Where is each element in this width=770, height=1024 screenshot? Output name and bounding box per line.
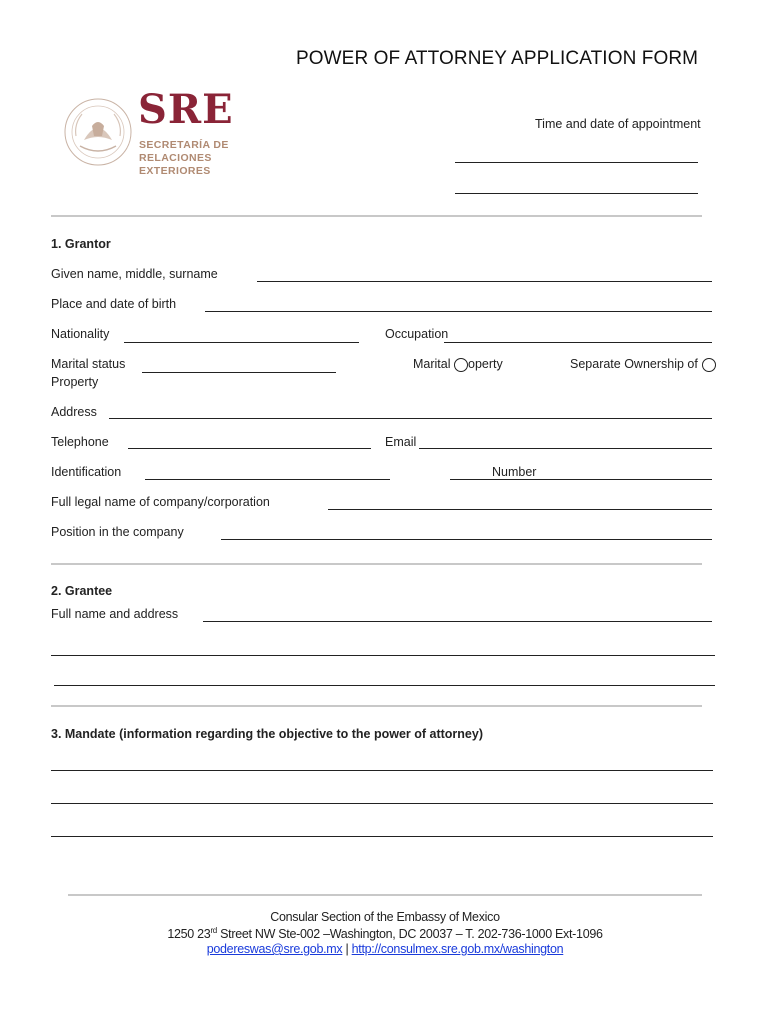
position-field[interactable] xyxy=(221,539,712,540)
appointment-label: Time and date of appointment xyxy=(535,117,701,131)
occupation-label: Occupation xyxy=(385,327,449,341)
footer-links xyxy=(0,942,770,956)
separate-ownership-radio[interactable] xyxy=(702,358,716,372)
logo-line-1: SECRETARÍA DE xyxy=(139,139,229,151)
section-divider xyxy=(51,563,702,565)
grantee-field-1[interactable] xyxy=(203,621,712,622)
position-label: Position in the company xyxy=(51,525,184,539)
footer-address-sup: rd xyxy=(210,926,217,935)
address-field[interactable] xyxy=(109,418,712,419)
footer-divider xyxy=(68,894,702,896)
grantor-heading: 1. Grantor xyxy=(51,237,111,251)
address-label: Address xyxy=(51,405,97,419)
footer-address-post: Street NW Ste-002 –Washington, DC 20037 – T. 202-736-1000 Ext-1096 xyxy=(216,927,603,942)
appointment-date-field[interactable] xyxy=(455,162,698,163)
nationality-field[interactable] xyxy=(124,342,359,343)
appointment-time-field[interactable] xyxy=(455,193,698,194)
marital-property-label: Marital xyxy=(413,357,451,371)
occupation-field[interactable] xyxy=(444,342,712,343)
given-name-field[interactable] xyxy=(257,281,712,282)
logo-line-2: RELACIONES xyxy=(139,152,212,164)
number-label: Number xyxy=(492,465,537,479)
footer-address-pre: 1250 23 xyxy=(167,927,211,942)
footer-url-link[interactable]: http://consulmex.sre.gob.mx/washington xyxy=(351,942,564,956)
mandate-field-2[interactable] xyxy=(51,803,713,804)
email-field[interactable] xyxy=(419,448,712,449)
grantee-field-3[interactable] xyxy=(54,685,715,686)
separate-ownership-label: Separate Ownership of xyxy=(570,357,698,371)
footer-address xyxy=(0,926,770,941)
nationality-label: Nationality xyxy=(51,327,110,341)
marital-status-label: Marital status xyxy=(51,357,126,371)
logo-acronym: SRE xyxy=(138,86,234,133)
section-divider xyxy=(51,705,702,707)
mandate-field-3[interactable] xyxy=(51,836,713,837)
form-title: POWER OF ATTORNEY APPLICATION FORM xyxy=(296,48,699,69)
identification-field[interactable] xyxy=(145,479,390,480)
mandate-field-1[interactable] xyxy=(51,770,713,771)
grantee-heading: 2. Grantee xyxy=(51,584,113,598)
footer-link-divider: | xyxy=(342,942,352,956)
birth-field[interactable] xyxy=(205,311,712,312)
email-label: Email xyxy=(385,435,417,449)
telephone-field[interactable] xyxy=(128,448,371,449)
marital-status-field[interactable] xyxy=(142,372,336,373)
identification-label: Identification xyxy=(51,465,122,479)
mandate-heading: 3. Mandate (information regarding the objective to the power of attorney) xyxy=(51,727,483,741)
number-field[interactable] xyxy=(450,479,712,480)
sre-logo xyxy=(62,86,234,184)
marital-property-label-suffix: operty xyxy=(468,357,503,371)
company-field[interactable] xyxy=(328,509,712,510)
footer-email-link[interactable]: podereswas@sre.gob.mx xyxy=(206,942,343,956)
mexican-seal-icon xyxy=(62,96,134,168)
company-label: Full legal name of company/corporation xyxy=(51,495,270,509)
marital-property-radio[interactable] xyxy=(454,358,468,372)
section-divider xyxy=(51,215,702,217)
grantee-field-2[interactable] xyxy=(51,655,715,656)
grantee-name-address-label: Full name and address xyxy=(51,607,179,621)
property-label: Property xyxy=(51,375,99,389)
footer-line-1: Consular Section of the Embassy of Mexico xyxy=(270,910,500,924)
logo-line-3: EXTERIORES xyxy=(139,165,211,177)
birth-label: Place and date of birth xyxy=(51,297,177,311)
telephone-label: Telephone xyxy=(51,435,109,449)
given-name-label: Given name, middle, surname xyxy=(51,267,218,281)
